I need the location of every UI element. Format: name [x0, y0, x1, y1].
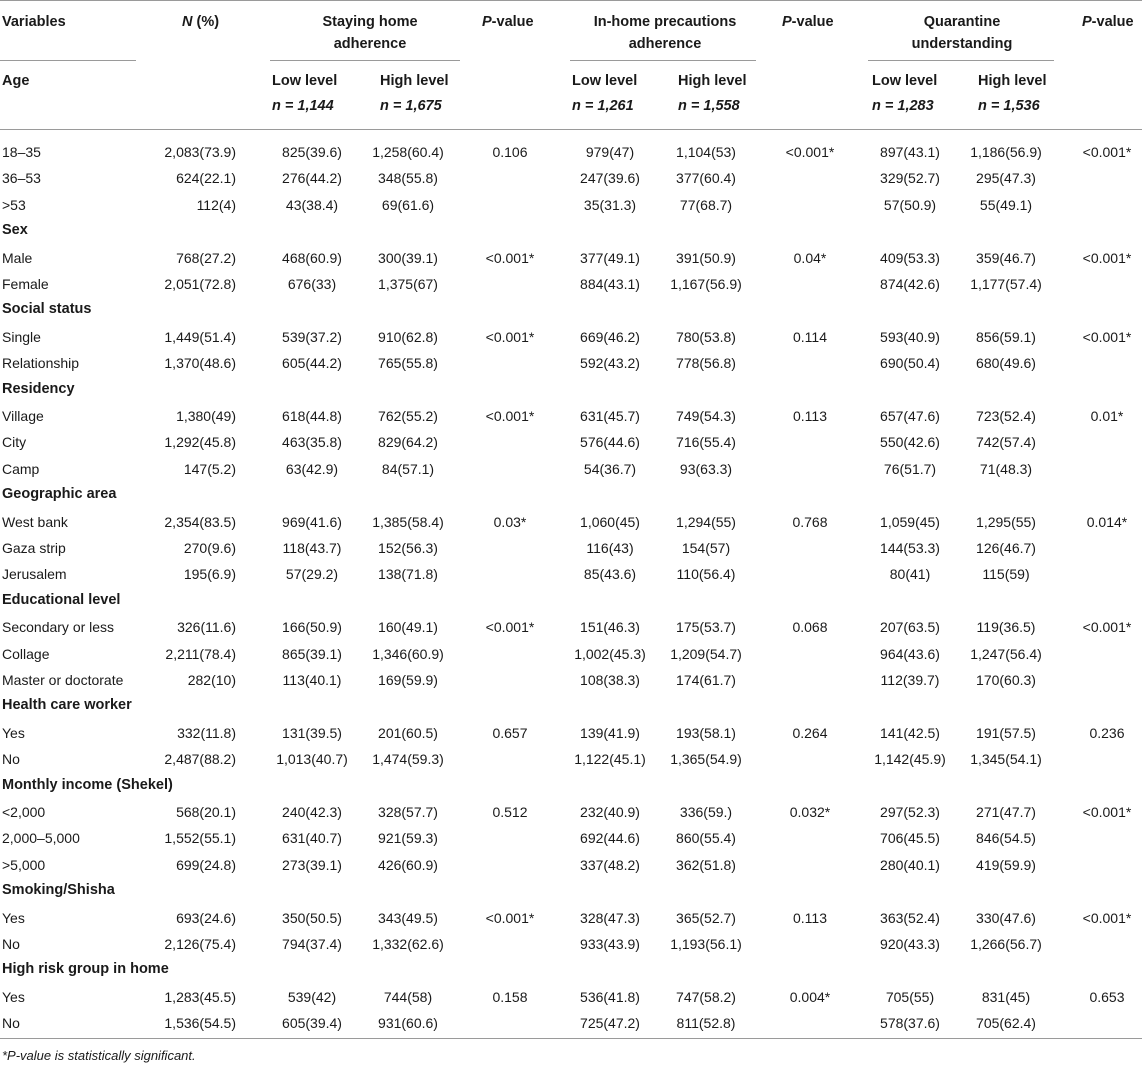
cell-staying-high: 84(57.1) [381, 460, 435, 477]
cell-inhome-high: 365(52.7) [676, 909, 736, 926]
cell-inhome-low: 979(47) [585, 144, 635, 160]
cell-inhome-low: 85(43.6) [583, 566, 637, 583]
cell-inhome-pvalue: 0.004* [789, 988, 831, 1005]
header-n-low-3: n = 1,283 [872, 98, 934, 114]
pvalue-2-rest: -value [791, 14, 834, 30]
cell-staying-low: 113(40.1) [282, 672, 342, 688]
cell-inhome-low: 1,060(45) [580, 513, 640, 530]
cell-staying-high: 169(59.9) [378, 672, 438, 688]
cell-inhome-high: 362(51.8) [676, 856, 736, 873]
cell-inhome-high: 1,294(55) [676, 513, 736, 530]
cell-staying-high: 426(60.9) [378, 856, 438, 873]
row-n-percent: 2,487(88.2) [164, 751, 236, 768]
cell-quarantine-high: 359(46.7) [976, 249, 1036, 266]
category-heading: Geographic area [2, 486, 117, 503]
row-n-percent: 270(9.6) [183, 540, 236, 556]
category-heading: Smoking/Shisha [2, 882, 115, 899]
cell-quarantine-high: 831(45) [981, 988, 1031, 1005]
header-n-low-1: n = 1,144 [272, 98, 334, 114]
cell-staying-high: 160(49.1) [378, 619, 438, 636]
cell-quarantine-high: 71(48.3) [979, 460, 1033, 477]
cell-quarantine-high: 723(52.4) [976, 408, 1036, 424]
cell-staying-high: 1,332(62.6) [372, 936, 444, 952]
cell-quarantine-high: 856(59.1) [976, 328, 1036, 345]
row-label: 18–35 [2, 144, 41, 160]
cell-quarantine-high: 680(49.6) [976, 355, 1036, 372]
cell-staying-low: 605(44.2) [282, 355, 342, 372]
header-n-high-2: n = 1,558 [678, 98, 740, 114]
cell-quarantine-low: 80(41) [889, 566, 931, 583]
row-label: >5,000 [2, 856, 46, 873]
cell-quarantine-high: 55(49.1) [979, 196, 1033, 213]
cell-quarantine-low: 409(53.3) [880, 249, 940, 266]
cell-staying-high: 829(64.2) [378, 434, 438, 451]
cell-quarantine-low: 363(52.4) [880, 909, 940, 926]
cell-quarantine-low: 297(52.3) [880, 804, 940, 820]
cell-quarantine-high: 1,266(56.7) [970, 936, 1042, 952]
row-label: Yes [2, 724, 25, 741]
cell-staying-high: 343(49.5) [378, 909, 438, 926]
row-n-percent: 1,370(48.6) [164, 355, 236, 372]
cell-quarantine-pvalue: 0.01* [1090, 408, 1124, 424]
cell-quarantine-low: 57(50.9) [883, 196, 937, 213]
cell-staying-high: 328(57.7) [378, 804, 438, 820]
row-n-percent: 693(24.6) [176, 909, 236, 926]
cell-staying-low: 468(60.9) [282, 249, 342, 266]
cell-quarantine-pvalue: <0.001* [1082, 144, 1132, 160]
cell-staying-high: 348(55.8) [378, 170, 438, 187]
category-heading: Social status [2, 301, 92, 318]
row-n-percent: 1,449(51.4) [164, 328, 236, 345]
cell-inhome-low: 1,002(45.3) [574, 645, 646, 662]
row-label: Jerusalem [2, 566, 67, 583]
cell-staying-low: 631(40.7) [282, 830, 342, 847]
cell-staying-pvalue: 0.657 [492, 724, 528, 741]
cell-staying-high: 201(60.5) [378, 724, 438, 741]
header-pvalue-3 [1082, 13, 1134, 31]
cell-staying-low: 463(35.8) [282, 434, 342, 451]
cell-quarantine-high: 295(47.3) [976, 170, 1036, 187]
cell-inhome-low: 35(31.3) [583, 196, 637, 213]
row-n-percent: 326(11.6) [177, 619, 236, 636]
cell-inhome-low: 108(38.3) [580, 672, 640, 688]
cell-quarantine-high: 119(36.5) [976, 619, 1036, 636]
cell-staying-high: 921(59.3) [378, 830, 438, 847]
cell-inhome-low: 933(43.9) [580, 936, 640, 952]
cell-quarantine-high: 419(59.9) [976, 856, 1036, 873]
row-n-percent: 2,211(78.4) [165, 645, 236, 662]
cell-quarantine-low: 593(40.9) [880, 328, 940, 345]
header-variables: Variables [2, 14, 66, 30]
row-label: Yes [2, 909, 25, 926]
cell-inhome-low: 232(40.9) [580, 804, 640, 820]
cell-staying-low: 63(42.9) [285, 460, 339, 477]
cell-staying-high: 300(39.1) [378, 249, 438, 266]
cell-inhome-low: 536(41.8) [580, 988, 640, 1005]
row-label: No [2, 936, 20, 952]
cell-inhome-high: 110(56.4) [676, 566, 736, 583]
cell-staying-low: 1,013(40.7) [276, 751, 348, 768]
cell-inhome-low: 884(43.1) [580, 276, 640, 292]
header-low-3: Low level [872, 73, 938, 89]
cell-staying-high: 152(56.3) [378, 540, 438, 556]
cell-quarantine-high: 846(54.5) [976, 830, 1036, 847]
header-age: Age [2, 73, 30, 89]
row-n-percent: 1,283(45.5) [164, 988, 236, 1005]
cell-inhome-low: 54(36.7) [583, 460, 637, 477]
cell-quarantine-low: 1,142(45.9) [874, 751, 946, 768]
header-inhome-l2: adherence [628, 36, 702, 52]
row-label: Relationship [2, 355, 80, 372]
header-inhome-l1: In-home precautions [593, 14, 737, 30]
cell-inhome-pvalue: 0.113 [793, 408, 827, 424]
header-rule [0, 129, 1142, 130]
cell-inhome-pvalue: 0.04* [793, 249, 827, 266]
cell-quarantine-high: 742(57.4) [976, 434, 1036, 451]
cell-staying-low: 539(37.2) [282, 328, 342, 345]
pvalue-1-p: P [482, 14, 492, 30]
cell-quarantine-low: 76(51.7) [883, 460, 937, 477]
row-label: No [2, 751, 20, 768]
cell-inhome-high: 1,167(56.9) [670, 276, 742, 292]
cell-staying-low: 118(43.7) [282, 540, 342, 556]
cell-staying-high: 1,385(58.4) [372, 513, 444, 530]
cell-inhome-low: 328(47.3) [580, 909, 640, 926]
cell-inhome-pvalue: 0.068 [792, 619, 828, 636]
cell-staying-high: 1,258(60.4) [372, 144, 444, 160]
cell-staying-pvalue: <0.001* [485, 328, 535, 345]
cell-staying-high: 1,375(67) [378, 276, 438, 292]
cell-quarantine-low: 705(55) [885, 988, 935, 1005]
row-n-percent: 1,380(49) [176, 408, 236, 424]
cell-staying-low: 273(39.1) [282, 856, 342, 873]
cell-quarantine-low: 550(42.6) [880, 434, 940, 451]
cell-inhome-low: 669(46.2) [580, 328, 640, 345]
cell-quarantine-pvalue: <0.001* [1082, 328, 1132, 345]
cell-quarantine-pvalue: <0.001* [1082, 804, 1132, 820]
header-quarantine-l1: Quarantine [923, 14, 1001, 30]
cell-staying-low: 57(29.2) [285, 566, 339, 583]
cell-quarantine-low: 280(40.1) [880, 856, 940, 873]
cell-quarantine-high: 271(47.7) [976, 804, 1036, 820]
row-n-percent: 568(20.1) [176, 804, 236, 820]
cell-inhome-pvalue: 0.768 [792, 513, 828, 530]
pvalue-2-p: P [782, 14, 792, 30]
row-n-percent: 112(4) [196, 196, 236, 213]
cell-staying-pvalue: <0.001* [485, 619, 535, 636]
cell-quarantine-low: 329(52.7) [880, 170, 940, 187]
cell-inhome-pvalue: 0.032* [789, 804, 831, 820]
header-pvalue-1 [482, 13, 534, 31]
row-n-percent: 1,552(55.1) [164, 830, 236, 847]
cell-quarantine-low: 112(39.7) [880, 672, 940, 688]
cell-staying-high: 910(62.8) [378, 328, 438, 345]
row-label: Collage [2, 645, 50, 662]
cell-inhome-low: 576(44.6) [580, 434, 640, 451]
category-heading: Residency [2, 380, 75, 397]
row-label: Single [2, 328, 41, 345]
row-label: Camp [2, 460, 40, 477]
cell-inhome-high: 154(57) [681, 540, 731, 556]
cell-quarantine-high: 191(57.5) [976, 724, 1036, 741]
cell-quarantine-low: 690(50.4) [880, 355, 940, 372]
category-heading: Health care worker [2, 697, 132, 714]
cell-staying-pvalue: 0.158 [492, 988, 528, 1005]
cell-inhome-low: 592(43.2) [580, 355, 640, 372]
cell-quarantine-high: 1,295(55) [976, 513, 1036, 530]
cell-staying-low: 539(42) [287, 988, 337, 1005]
cell-quarantine-low: 706(45.5) [880, 830, 940, 847]
row-n-percent: 1,536(54.5) [164, 1015, 236, 1032]
category-heading: Educational level [2, 591, 121, 608]
header-pvalue-2 [782, 13, 834, 31]
row-label: Master or doctorate [2, 672, 124, 688]
pvalue-3-p: P [1082, 14, 1092, 30]
cell-inhome-high: 811(52.8) [676, 1015, 736, 1032]
row-label: Village [2, 408, 44, 424]
header-quarantine-l2: understanding [911, 36, 1013, 52]
cell-inhome-low: 631(45.7) [580, 408, 640, 424]
row-n-percent: 332(11.8) [177, 724, 236, 741]
cell-quarantine-low: 964(43.6) [880, 645, 940, 662]
cell-staying-low: 969(41.6) [282, 513, 342, 530]
quarantine-underline [868, 60, 1054, 61]
cell-inhome-high: 175(53.7) [676, 619, 736, 636]
cell-inhome-pvalue: 0.264 [792, 724, 828, 741]
row-label: 36–53 [2, 170, 41, 187]
cell-inhome-pvalue: 0.114 [793, 328, 827, 345]
row-label: West bank [2, 513, 68, 530]
cell-staying-low: 43(38.4) [285, 196, 339, 213]
row-n-percent: 282(10) [187, 672, 236, 688]
row-n-percent: 2,354(83.5) [164, 513, 236, 530]
row-label: >53 [2, 196, 26, 213]
cell-quarantine-low: 144(53.3) [880, 540, 940, 556]
cell-inhome-high: 336(59.) [679, 804, 733, 820]
cell-staying-high: 1,346(60.9) [372, 645, 444, 662]
header-n-italic: N [182, 14, 193, 30]
pvalue-3-rest: -value [1091, 14, 1134, 30]
top-rule [0, 0, 1142, 1]
row-label: No [2, 1015, 20, 1032]
cell-inhome-low: 692(44.6) [580, 830, 640, 847]
header-high-3: High level [978, 73, 1047, 89]
cell-inhome-high: 174(61.7) [676, 672, 736, 688]
cell-inhome-high: 93(63.3) [679, 460, 733, 477]
cell-quarantine-high: 1,345(54.1) [970, 751, 1042, 768]
variables-underline [0, 60, 136, 61]
row-n-percent: 2,126(75.4) [164, 936, 236, 952]
row-label: Female [2, 276, 49, 292]
staying-home-underline [270, 60, 460, 61]
cell-quarantine-low: 874(42.6) [880, 276, 940, 292]
cell-quarantine-high: 126(46.7) [976, 540, 1036, 556]
cell-inhome-high: 391(50.9) [676, 249, 736, 266]
cell-inhome-high: 1,193(56.1) [670, 936, 742, 952]
header-low-1: Low level [272, 73, 338, 89]
header-n-pct: (%) [192, 14, 220, 30]
header-n-high-1: n = 1,675 [380, 98, 442, 114]
cell-staying-pvalue: 0.03* [493, 513, 527, 530]
cell-staying-low: 605(39.4) [282, 1015, 342, 1032]
cell-inhome-pvalue: <0.001* [785, 144, 835, 160]
cell-staying-low: 618(44.8) [282, 408, 342, 424]
row-label: Gaza strip [2, 540, 66, 556]
cell-quarantine-pvalue: <0.001* [1082, 249, 1132, 266]
bottom-rule [0, 1038, 1142, 1039]
cell-staying-low: 350(50.5) [282, 909, 342, 926]
row-n-percent: 624(22.1) [176, 170, 236, 187]
cell-quarantine-high: 170(60.3) [976, 672, 1036, 688]
cell-inhome-high: 778(56.8) [676, 355, 736, 372]
cell-staying-high: 69(61.6) [381, 196, 435, 213]
cell-quarantine-low: 1,059(45) [880, 513, 940, 530]
cell-inhome-low: 725(47.2) [580, 1015, 640, 1032]
cell-quarantine-low: 578(37.6) [880, 1015, 940, 1032]
cell-staying-pvalue: <0.001* [485, 249, 535, 266]
cell-quarantine-low: 207(63.5) [880, 619, 940, 636]
row-label: 2,000–5,000 [2, 830, 80, 847]
cell-quarantine-low: 920(43.3) [880, 936, 940, 952]
category-heading: Sex [2, 222, 28, 239]
header-high-2: High level [678, 73, 747, 89]
category-heading: High risk group in home [2, 961, 169, 978]
cell-inhome-low: 139(41.9) [580, 724, 640, 741]
cell-inhome-high: 77(68.7) [679, 196, 733, 213]
header-n [182, 13, 219, 31]
header-high-1: High level [380, 73, 449, 89]
footnote: *P-value is statistically significant. [2, 1048, 196, 1063]
header-low-2: Low level [572, 73, 638, 89]
cell-staying-low: 276(44.2) [282, 170, 342, 187]
cell-inhome-high: 1,104(53) [676, 144, 736, 160]
pvalue-1-rest: -value [491, 14, 534, 30]
cell-staying-high: 138(71.8) [378, 566, 438, 583]
header-staying-home-l2: adherence [333, 36, 407, 52]
cell-staying-low: 825(39.6) [282, 144, 342, 160]
cell-staying-pvalue: <0.001* [485, 909, 535, 926]
cell-quarantine-high: 330(47.6) [976, 909, 1036, 926]
cell-quarantine-low: 657(47.6) [880, 408, 940, 424]
cell-inhome-low: 247(39.6) [580, 170, 640, 187]
inhome-underline [570, 60, 756, 61]
cell-inhome-high: 780(53.8) [676, 328, 736, 345]
row-n-percent: 2,083(73.9) [164, 144, 236, 160]
cell-staying-low: 865(39.1) [282, 645, 342, 662]
cell-staying-pvalue: 0.106 [492, 144, 528, 160]
cell-inhome-pvalue: 0.113 [793, 909, 827, 926]
cell-inhome-low: 1,122(45.1) [574, 751, 646, 768]
row-label: Yes [2, 988, 25, 1005]
row-n-percent: 195(6.9) [183, 566, 236, 583]
cell-inhome-high: 749(54.3) [676, 408, 736, 424]
cell-quarantine-high: 1,177(57.4) [970, 276, 1042, 292]
cell-inhome-low: 377(49.1) [580, 249, 640, 266]
cell-quarantine-high: 1,186(56.9) [970, 144, 1042, 160]
cell-quarantine-low: 141(42.5) [880, 724, 940, 741]
header-staying-home-l1: Staying home [322, 14, 418, 30]
cell-staying-high: 765(55.8) [378, 355, 438, 372]
row-n-percent: 2,051(72.8) [164, 276, 236, 292]
cell-quarantine-pvalue: 0.236 [1089, 724, 1125, 741]
cell-quarantine-high: 705(62.4) [976, 1015, 1036, 1032]
cell-inhome-high: 860(55.4) [676, 830, 736, 847]
cell-inhome-low: 116(43) [586, 540, 634, 556]
cell-quarantine-low: 897(43.1) [880, 144, 940, 160]
cell-quarantine-high: 1,247(56.4) [970, 645, 1042, 662]
cell-inhome-low: 151(46.3) [580, 619, 640, 636]
cell-inhome-high: 1,209(54.7) [670, 645, 742, 662]
cell-staying-high: 762(55.2) [378, 408, 438, 424]
cell-inhome-high: 1,365(54.9) [670, 751, 742, 768]
row-n-percent: 699(24.8) [176, 856, 236, 873]
cell-quarantine-pvalue: <0.001* [1082, 909, 1132, 926]
category-heading: Monthly income (Shekel) [2, 776, 173, 793]
cell-inhome-high: 377(60.4) [676, 170, 736, 187]
cell-inhome-high: 747(58.2) [676, 988, 736, 1005]
cell-inhome-high: 193(58.1) [676, 724, 736, 741]
cell-staying-high: 931(60.6) [378, 1015, 438, 1032]
cell-staying-pvalue: 0.512 [492, 804, 528, 820]
cell-quarantine-pvalue: 0.014* [1086, 513, 1128, 530]
cell-quarantine-high: 115(59) [982, 566, 1030, 583]
cell-staying-low: 794(37.4) [282, 936, 342, 952]
cell-inhome-low: 337(48.2) [580, 856, 640, 873]
cell-staying-high: 1,474(59.3) [372, 751, 444, 768]
cell-inhome-high: 716(55.4) [676, 434, 736, 451]
cell-staying-pvalue: <0.001* [485, 408, 535, 424]
header-n-low-2: n = 1,261 [572, 98, 634, 114]
header-n-high-3: n = 1,536 [978, 98, 1040, 114]
row-label: Male [2, 249, 33, 266]
cell-quarantine-pvalue: 0.653 [1089, 988, 1125, 1005]
cell-staying-high: 744(58) [383, 988, 433, 1005]
cell-staying-low: 131(39.5) [282, 724, 342, 741]
cell-staying-low: 166(50.9) [282, 619, 342, 636]
row-n-percent: 768(27.2) [176, 249, 236, 266]
cell-quarantine-pvalue: <0.001* [1082, 619, 1132, 636]
row-n-percent: 1,292(45.8) [164, 434, 236, 451]
row-label: <2,000 [2, 804, 46, 820]
cell-staying-low: 676(33) [287, 276, 337, 292]
row-label: City [2, 434, 27, 451]
cell-staying-low: 240(42.3) [282, 804, 342, 820]
row-label: Secondary or less [2, 619, 115, 636]
row-n-percent: 147(5.2) [183, 460, 236, 477]
